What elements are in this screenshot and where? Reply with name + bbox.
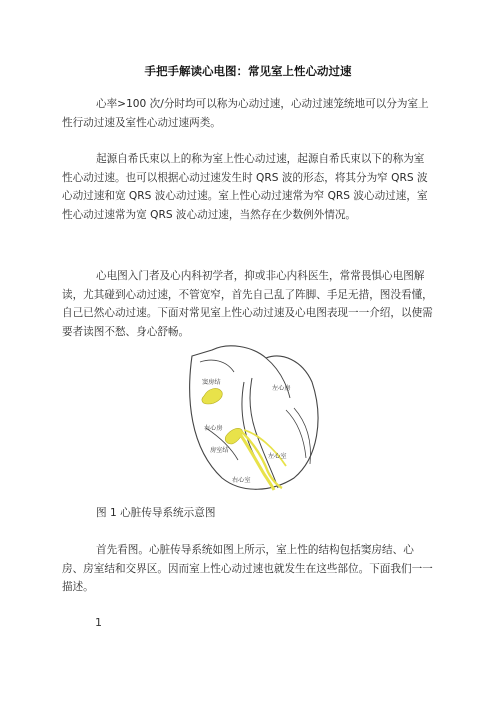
document-title: 手把手解读心电图：常见室上性心动过速 xyxy=(144,64,352,78)
label-left-ventricle: 左心室 xyxy=(268,453,287,460)
paragraph-2: 起源自希氏束以上的称为室上性心动过速，起源自希氏束以下的称为室性心动过速。也可以根据心动过速发生时 QRS 波的形态，将其分为窄 QRS 波心动过速和宽 QRS 波心动过速。室上性心动过速常为窄 QRS 波心动过速，室性心动过速常为宽 QRS 波心动过速，当然存在少数例外情况。 xyxy=(62,153,428,221)
heart-conduction-diagram xyxy=(182,338,330,495)
paragraph-1: 心率>100 次/分时均可以称为心动过速，心动过速笼统地可以分为室上性行动过速及室性心动过速两类。 xyxy=(62,98,429,129)
figure-caption: 图 1 心脏传导系统示意图 xyxy=(96,507,216,519)
label-left-atrium: 左心房 xyxy=(272,385,291,392)
label-right-atrium: 右心房 xyxy=(204,425,223,432)
paragraph-3: 心电图入门者及心内科初学者，抑或非心内科医生，常常畏惧心电图解读，尤其碰到心动过速，不管宽窄，首先自己乱了阵脚、手足无措，图没看懂，自己已然心动过速。下面对常见室上性心动过速及心电图表现一一介绍，以使需要者读图不愁、身心舒畅。 xyxy=(62,270,433,338)
paragraph-4: 首先看图。心脏传导系统如图上所示，室上性的结构包括窦房结、心房、房室结和交界区。因而室上性心动过速也就发生在这些部位。下面我们一一描述。 xyxy=(62,544,433,594)
page-number: 1 xyxy=(95,616,102,629)
label-right-ventricle: 右心室 xyxy=(232,477,251,484)
label-av-node: 房室结 xyxy=(210,447,229,454)
heart-outline xyxy=(190,346,318,489)
label-sinus-node: 窦房结 xyxy=(202,379,221,386)
